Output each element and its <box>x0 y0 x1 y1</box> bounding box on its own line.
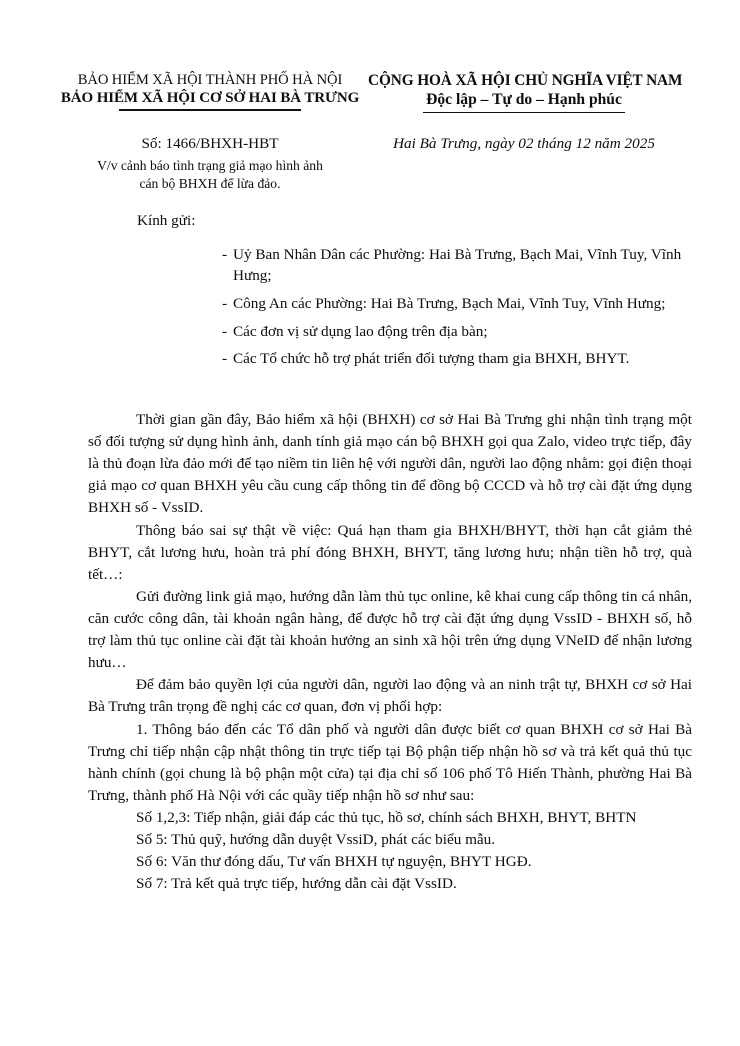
recipients-block <box>137 211 697 376</box>
document-subject-line-2: cán bộ BHXH để lừa đảo. <box>139 176 281 192</box>
document-subject-line-1: V/v cảnh báo tình trạng giả mạo hình ảnh <box>97 157 323 173</box>
body-paragraph: Thời gian gần đây, Bảo hiểm xã hội (BHXH) cơ sở Hai Bà Trưng ghi nhận tình trạng một số đối tượng sử dụng hình ảnh, danh tính giả mạo cán bộ BHXH gọi qua Zalo, video trực tiếp, đây là thủ đoạn lừa đảo mới để tạo niềm tin liên hệ với người dân, người lao động nhằm: gọi điện thoại giả mạo cơ quan BHXH yêu cầu cung cấp thông tin để đồng bộ CCCD và hỗ trợ cài đặt ứng dụng BHXH số - VssID. <box>88 411 692 517</box>
recipient-item <box>222 244 692 287</box>
recipient-item <box>222 348 692 369</box>
document-body <box>88 409 692 895</box>
reference-left <box>60 134 360 194</box>
recipient-text: Uỷ Ban Nhân Dân các Phường: Hai Bà Trưng, Bạch Mai, Vĩnh Tuy, Vĩnh Hưng; <box>233 245 682 285</box>
counter-item: Số 5: Thủ quỹ, hướng dẫn duyệt VssiD, phát các biểu mẫu. <box>136 831 496 849</box>
organization-parent-name: BẢO HIỂM XÃ HỘI THÀNH PHỐ HÀ NỘI <box>77 72 343 88</box>
issuing-organization <box>60 72 360 111</box>
national-motto: Độc lập – Tự do – Hạnh phúc <box>426 91 622 109</box>
recipient-text: Các đơn vị sử dụng lao động trên địa bàn; <box>233 322 488 340</box>
recipients-list <box>222 244 692 370</box>
body-paragraph: Để đảm bảo quyền lợi của người dân, người lao động và an ninh trật tự, BHXH cơ sở Hai Bà Trưng trân trọng đề nghị các cơ quan, đơn vị phối hợp: <box>88 676 692 716</box>
bullet-dash: - <box>222 245 228 263</box>
bullet-dash: - <box>222 322 228 340</box>
bullet-dash: - <box>222 350 228 368</box>
document-number: Số: 1466/BHXH-HBT <box>141 135 279 152</box>
body-paragraph: Gửi đường link giả mạo, hướng dẫn làm thủ tục online, kê khai cung cấp thông tin cá nhân, căn cước công dân, tài khoản ngân hàng, để được hỗ trợ cài đặt ứng dụng VssID - BHXH số, hỗ trợ làm thủ tục online cài đặt tài khoản hưởng an sinh xã hội trên ứng dụng VNeID để nhận lương hưu… <box>88 587 692 672</box>
national-heading <box>368 72 683 113</box>
recipient-text: Các Tổ chức hỗ trợ phát triển đối tượng tham gia BHXH, BHYT. <box>233 350 630 368</box>
body-paragraph: Thông báo sai sự thật về việc: Quá hạn tham gia BHXH/BHYT, thời hạn cắt giảm thẻ BHYT, cắt lương hưu, hoàn trả phí đóng BHXH, BHYT, tăng lương hưu; nhận tiền hỗ trợ, quà tết…: <box>88 521 692 583</box>
recipient-item <box>222 321 692 342</box>
reference-block <box>60 134 680 194</box>
bullet-dash: - <box>222 294 228 312</box>
place-and-date: Hai Bà Trưng, ngày 02 tháng 12 năm 2025 <box>393 135 655 152</box>
national-motto-underline <box>423 112 625 114</box>
country-name: CỘNG HOÀ XÃ HỘI CHỦ NGHĨA VIỆT NAM <box>368 72 683 89</box>
recipients-label: Kính gửi: <box>137 212 196 229</box>
counter-item: Số 7: Trả kết quả trực tiếp, hướng dẫn cài đặt VssID. <box>136 875 457 893</box>
organization-name: BẢO HIỂM XÃ HỘI CƠ SỞ HAI BÀ TRƯNG <box>60 90 360 107</box>
document-subject <box>60 157 360 195</box>
counter-item: Số 1,2,3: Tiếp nhận, giải đáp các thủ tục, hồ sơ, chính sách BHXH, BHYT, BHTN <box>136 808 637 826</box>
letterhead <box>60 72 683 113</box>
reference-right <box>368 134 680 154</box>
counter-item: Số 6: Văn thư đóng dấu, Tư vấn BHXH tự nguyện, BHYT HGĐ. <box>136 853 532 871</box>
organization-underline <box>119 109 301 111</box>
body-paragraph: 1. Thông báo đến các Tổ dân phố và người dân được biết cơ quan BHXH cơ sở Hai Bà Trưng chỉ tiếp nhận cập nhật thông tin trực tiếp tại Bộ phận tiếp nhận hồ sơ và trả kết quả thủ tục hành chính (gọi chung là bộ phận một cửa) tại địa chỉ số 106 phố Tô Hiến Thành, phường Hai Bà Trưng, thành phố Hà Nội với các quầy tiếp nhận hồ sơ như sau: <box>88 720 692 804</box>
recipient-text: Công An các Phường: Hai Bà Trưng, Bạch Mai, Vĩnh Tuy, Vĩnh Hưng; <box>233 294 666 312</box>
recipient-item <box>222 293 692 314</box>
